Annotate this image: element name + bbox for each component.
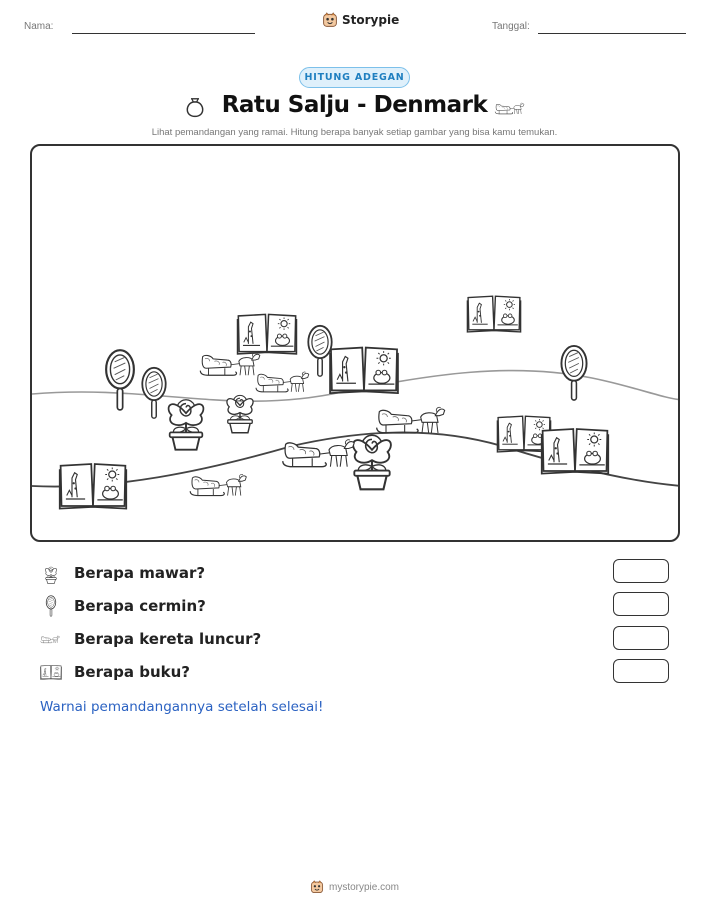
mirror-icon	[308, 326, 331, 376]
question-books	[40, 660, 190, 684]
sleigh-icon	[190, 474, 246, 495]
title-row	[0, 92, 709, 118]
question-text: Berapa mawar?	[74, 564, 206, 582]
name-input-line[interactable]	[72, 33, 255, 34]
rose-icon	[40, 562, 62, 584]
answer-box-books[interactable]	[613, 659, 669, 683]
rose-icon	[227, 395, 253, 432]
activity-badge: HITUNG ADEGAN	[299, 67, 410, 88]
mirror-icon	[40, 595, 62, 617]
question-mirrors	[40, 594, 206, 618]
counting-scene	[30, 144, 680, 542]
rose-icon	[353, 435, 391, 489]
answer-box-sleighs[interactable]	[613, 626, 669, 650]
answer-box-roses[interactable]	[613, 559, 669, 583]
money-bag-icon	[183, 94, 207, 118]
answer-box-mirrors[interactable]	[613, 592, 669, 616]
mirror-icon	[142, 368, 165, 418]
question-text: Berapa buku?	[74, 663, 190, 681]
sleigh-icon	[256, 372, 309, 392]
book-icon	[542, 429, 609, 474]
date-label: Tanggal:	[492, 21, 530, 32]
mirror-icon	[561, 346, 586, 400]
book-icon	[238, 314, 297, 354]
book-icon	[40, 661, 62, 683]
rose-icon	[169, 400, 204, 450]
footer	[0, 880, 709, 894]
question-roses	[40, 561, 205, 585]
storypie-logo-icon	[310, 880, 324, 894]
sleigh-icon	[494, 100, 528, 116]
instructions: Lihat pemandangan yang ramai. Hitung berapa banyak setiap gambar yang bisa kamu temukan.	[151, 127, 558, 138]
brand-name: Storypie	[342, 13, 400, 27]
sleigh-icon	[377, 407, 445, 433]
question-text: Berapa kereta luncur?	[74, 630, 262, 648]
question-text: Berapa cermin?	[74, 597, 206, 615]
mirror-icon	[106, 350, 134, 410]
book-icon	[60, 464, 127, 509]
book-icon	[330, 348, 398, 394]
footer-url: mystorypie.com	[328, 881, 399, 893]
question-sleighs	[40, 627, 261, 651]
coloring-note: Warnai pemandangannya setelah selesai!	[40, 699, 324, 715]
sleigh-icon	[40, 628, 62, 650]
storypie-logo-icon	[322, 12, 338, 28]
sleigh-icon	[200, 353, 260, 375]
brand	[322, 12, 399, 28]
page-title: Ratu Salju - Denmark	[221, 92, 488, 118]
scene-illustration	[32, 146, 680, 542]
date-input-line[interactable]	[538, 33, 686, 34]
name-label: Nama:	[24, 21, 54, 32]
sleigh-icon	[283, 440, 354, 467]
book-icon	[467, 296, 520, 332]
